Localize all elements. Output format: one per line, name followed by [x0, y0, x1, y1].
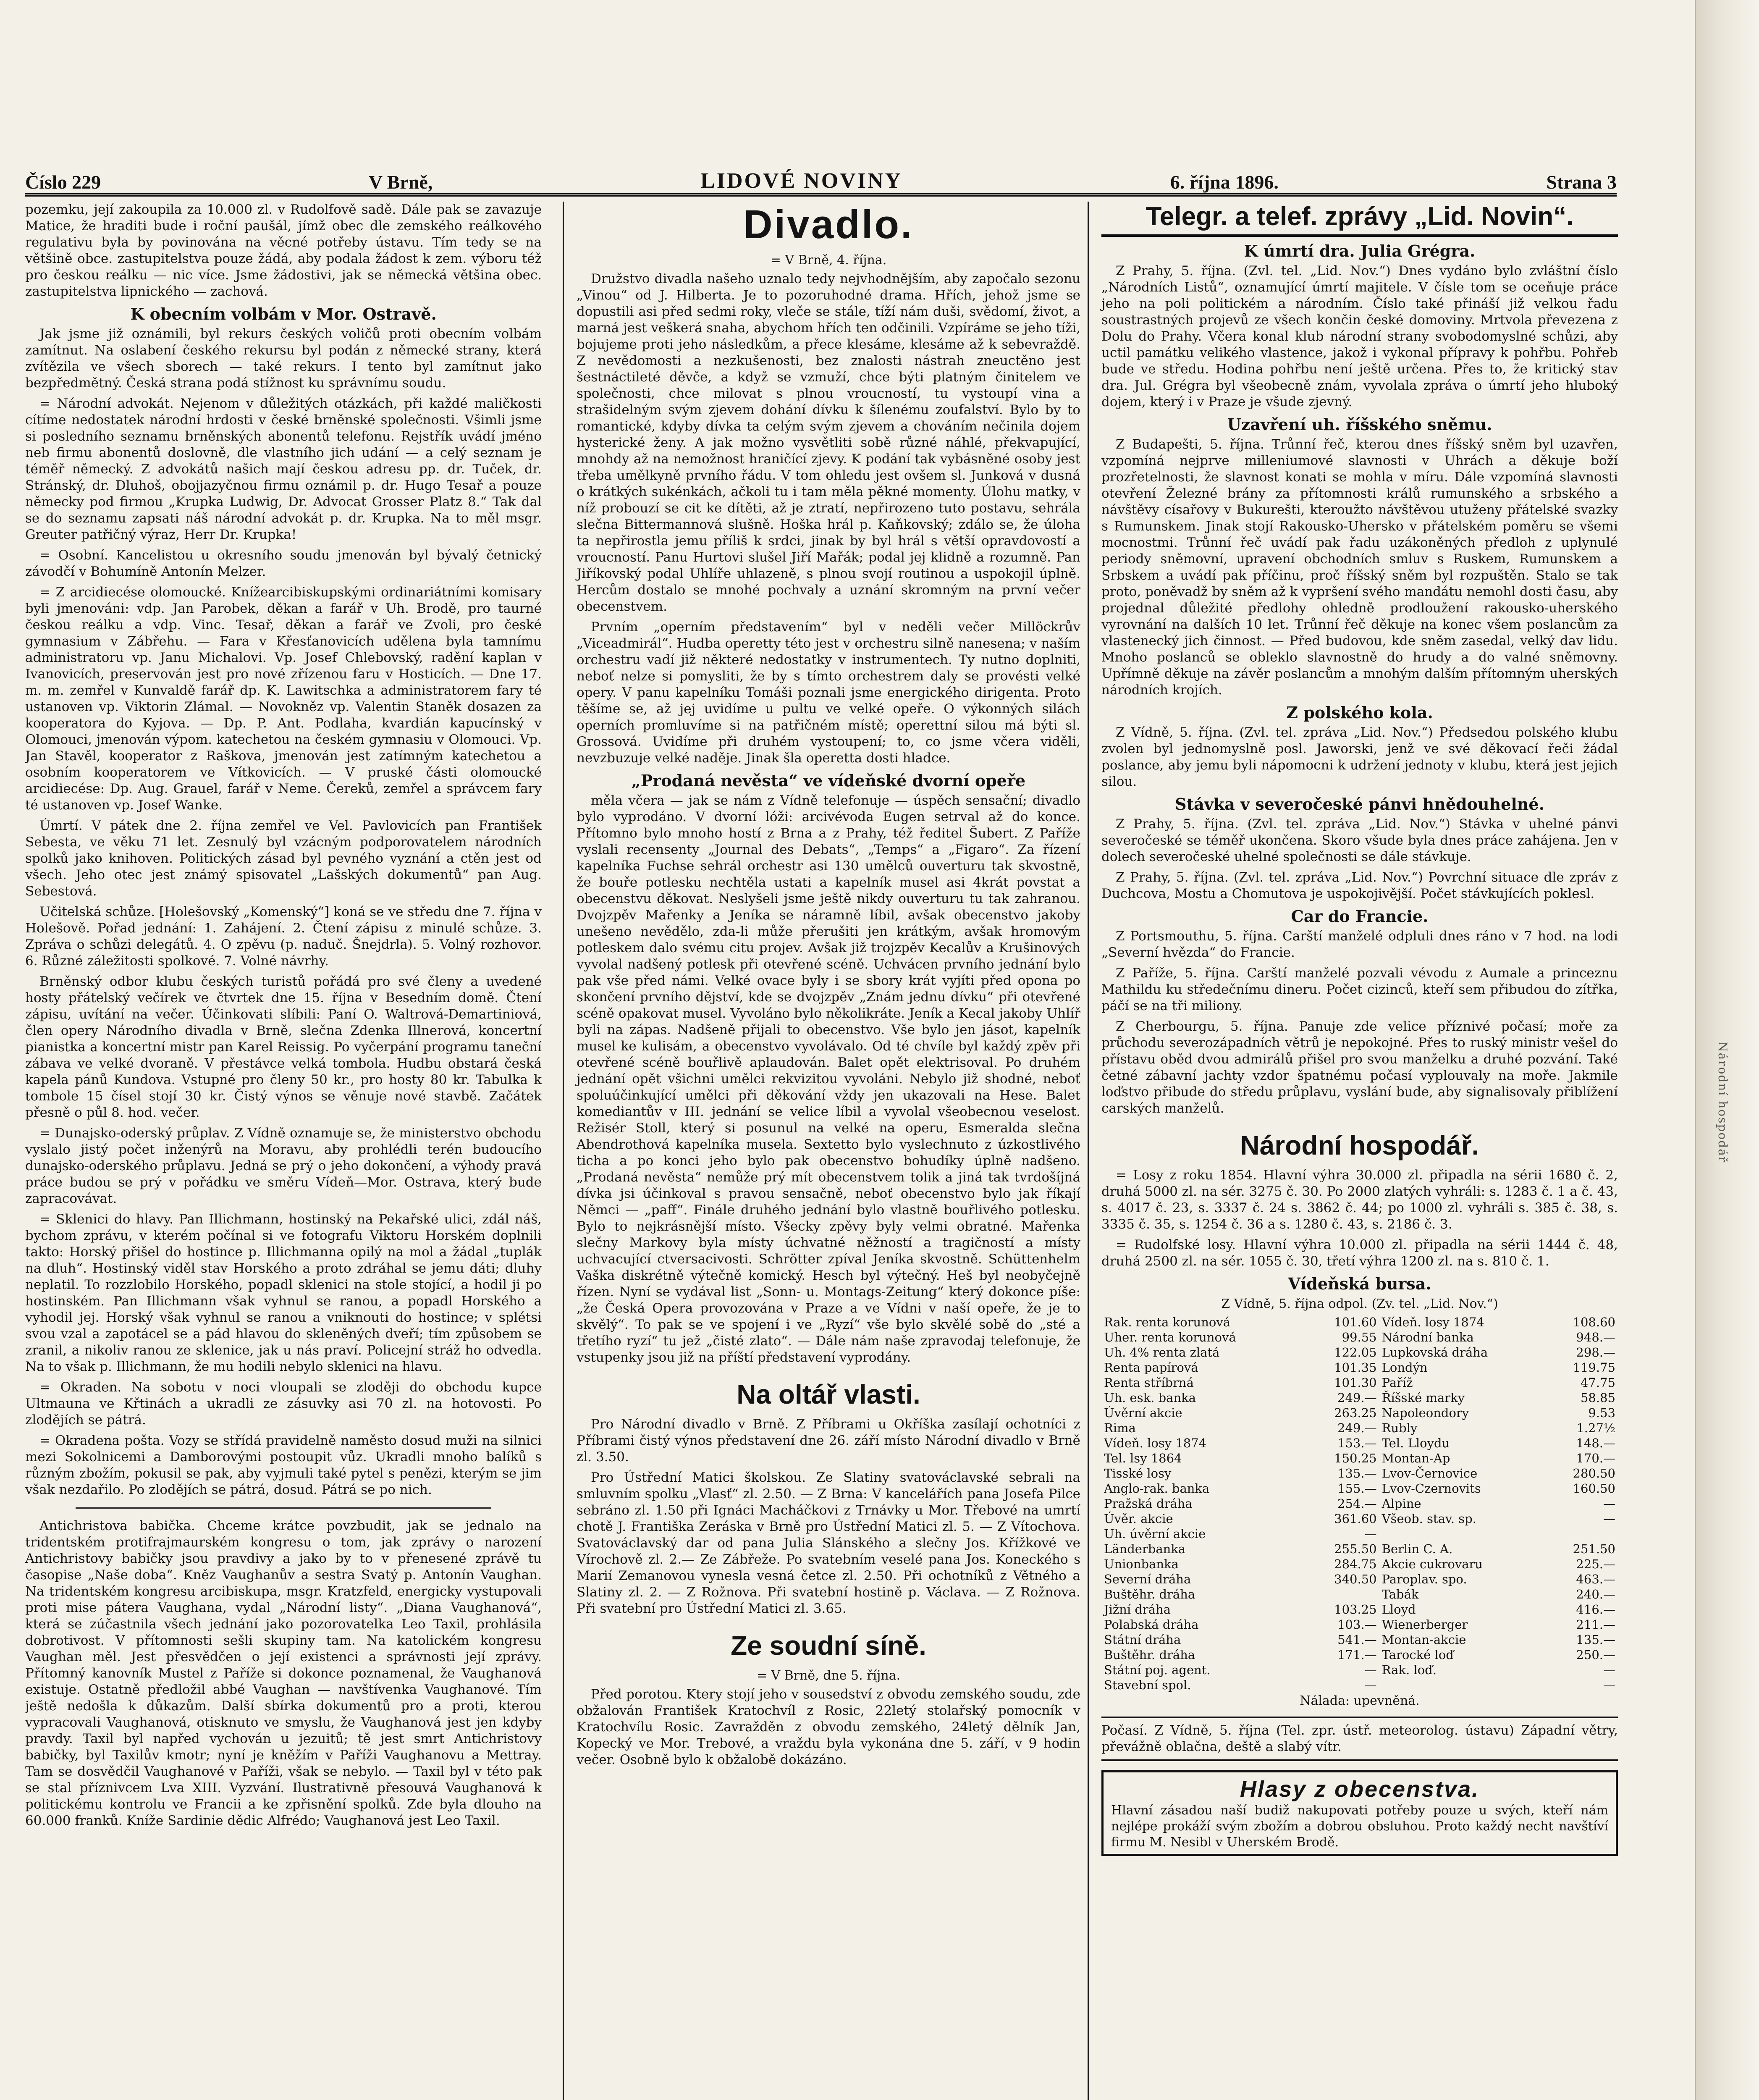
table-row — [1101, 1617, 1618, 1632]
rate-name-cell: Renta stříbrná — [1104, 1376, 1194, 1390]
table-row — [1101, 1677, 1618, 1693]
paragraph: = Okraden. Na sobotu v noci vloupali se zloději do obchodu kupce Ultmauna ve Křtinách a ukradli ze zásuvky asi 70 zl. na hotovosti. Po zlodějích se pátrá. — [25, 1380, 542, 1428]
rate-value-cell: 249.— — [1337, 1421, 1377, 1435]
rate-name-cell: Montan-Ap — [1382, 1451, 1450, 1465]
rate-value-cell: 58.85 — [1580, 1391, 1615, 1405]
rate-name-cell: Tisské losy — [1104, 1466, 1172, 1480]
table-row — [1101, 1360, 1618, 1375]
paragraph: Před porotou. Ktery stojí jeho v sousedství z obvodu zemského soudu, zde obžalován František Kratochvíl z Rosic, 22letý stolařský pomocník v Kratochvílu Rosic. Zavražděn z obvodu zemského, 24letý dělník Jan, Kopecký ve Mor. Trebové, a vraždu byla vykonána dne 5. září, v 9 hodin večer. Osobně bylo k obžalobě dokázáno. — [577, 1687, 1080, 1767]
rate-value-cell: 155.— — [1337, 1481, 1377, 1496]
paragraph: Pro Ústřední Matici školskou. Ze Slatiny svatováclavské sebrali na smluvním spolku „Vlasť“ zl. 2.50. — Z Brna: V kancelářích pana Josefa Pilce sebráno zl. 1.50 při Ignáci Macháčkovi z Trnávky u Mor. Třebové na umrtí chotě J. Františka Zeráska v Brně pro Ústřední Matici zl. 5. — Z Vítochova. Svatováclavský dar od pana Julia Slánského a slečny Jos. Křížkové ve Vírochově zl. 2.— Ze Zábřeže. Po svatebním veselé pana Jos. Koneckého s Marií Zemanovou vynesla vesná četce zl. 2.50. Při ochotníků z Větného a Slatiny zl. 2. — Z Rožnova. Při svatební hostině p. Václava. — Z Rožnova. Při svatební pro Ústřední Matici zl. 3.65. — [577, 1470, 1080, 1616]
paragraph: Prvním „operním představením“ byl v neděli večer Millöckrův „Viceadmirál“. Hudba operetty této jest v orchestru silně nanesena; v naším orchestru vadí již některé nedostatky v instrumentech. Ty nutno doplniti, neboť nelze si pomysliti, že by s tímto orchestrem daly se provésti velké opery. V panu kapelníku Tomáši poznali jsme energického dirigenta. Proto těšíme se, až jej uvidíme u pultu ve velké opeře. O výkonných silách operních promluvíme si na patřičném místě; operettní silou má býti sl. Grossová. Uvidíme při druhém vystoupení; to, co jsme včera viděli, nevzbuzuje velké naděje. Jinak šla operetta dosti hladce. — [577, 620, 1080, 766]
section-heading: „Prodaná nevěsta“ ve vídeňské dvorní opeře — [631, 771, 1026, 790]
bursa-mood: Nálada: upevněná. — [1300, 1693, 1420, 1708]
newspaper-title: LIDOVÉ NOVINY — [700, 169, 903, 193]
paragraph: Z Cherbourgu, 5. října. Panuje zde velice příznivé počasí; moře za průchodu severozápadních větrů je nepokojné. Přes to ruský ministr vešel do přístavu oběd dvou admirálů přišel pro svou manželku a druhé pozvání. Také četné zábavní jachty vzdor špatnému počasí vyplouvaly na moře. Jakmile loďstvo přibude do středu průplavu, vyslání bude, aby signalisovaly přiblížení carských manželů. — [1101, 1019, 1618, 1116]
divider — [76, 1507, 491, 1509]
paragraph: Pro Národní divadlo v Brně. Z Příbrami u Okříška zasílají ochotníci z Příbrami čistý výnos představení dne 26. září místo Národní divadlo v Brně zl. 3.50. — [577, 1417, 1080, 1465]
table-row — [1101, 1466, 1618, 1481]
paragraph: = Sklenici do hlavy. Pan Illichmann, hostinský na Pekařské ulici, zdál náš, bychom zprávu, v kterém počínal si ve fotografu Viktoru Horském doplnili takto: Horský přišel do hostince p. Illichmanna opilý na mol a žádal „tuplák na dluh“. Hostinský viděl stav Horského a proto zdráhal se jemu dáti; dluhy neplatil. To rozzlobilo Horského, popadl sklenici na stole stojící, a hodil ji po hostinském. Pan Illichmann však vyhnul se ranou, a popadl Horského a vyhodil jej. Horský však vyhnul se ranou a vniknouti do hostince; v splétsi svou vzal a zapotácel se a pád hlavou do skleněných dveří; tím způsobem se zranil, a nikoliv ranou ze sklenice, jak u nás praví. Policejní stráž ho odvedla. Na to však p. Illichmann, že mu hodili nebylo sklenici na hlavu. — [25, 1212, 542, 1374]
table-row — [1101, 1451, 1618, 1466]
paragraph: Z Vídně, 5. října. (Zvl. tel. zpráva „Lid. Nov.“) Předsedou polského klubu zvolen byl jednomyslně posl. Jaworski, jenž ve své děkovací řeči žádal poslance, aby jemu byli nápomocni k udržení jednoty v klubu, která jest jejich silou. — [1101, 725, 1618, 789]
rate-value-cell: 211.— — [1576, 1617, 1615, 1632]
rate-name-cell: Lvov-Czernovits — [1382, 1481, 1481, 1496]
rate-name-cell: Národní banka — [1382, 1330, 1474, 1344]
rate-value-cell: 416.— — [1576, 1602, 1615, 1617]
section-heading: K obecním volbám v Mor. Ostravě. — [130, 304, 437, 323]
section-heading: Stávka v severočeské pánvi hnědouhelné. — [1175, 795, 1544, 814]
issue-number: Číslo 229 — [25, 171, 101, 193]
place-name: V Brně, — [368, 171, 433, 193]
rate-name-cell: Tabák — [1382, 1587, 1419, 1601]
rate-value-cell: 948.— — [1576, 1330, 1615, 1344]
table-row — [1101, 1587, 1618, 1602]
table-row — [1101, 1420, 1618, 1436]
table-row — [1101, 1390, 1618, 1405]
rate-value-cell: 101.35 — [1334, 1360, 1377, 1375]
rate-value-cell: 263.25 — [1334, 1406, 1377, 1420]
table-row — [1101, 1375, 1618, 1390]
paragraph: = Losy z roku 1854. Hlavní výhra 30.000 zl. připadla na sérii 1680 č. 2, druhá 5000 zl. na sér. 3275 č. 30. Po 2000 zlatých vyhráli: s. 1283 č. 1 a č. 43, s. 4017 č. 23, s. 3337 č. 24 s. 3862 č. 44; po 1000 zl. vyhráli s. 385 č. 38, s. 3335 č. 35, s. 1254 č. 36 a s. 1280 č. 43, s. 2186 č. 3. — [1101, 1168, 1618, 1232]
rate-value-cell: 160.50 — [1573, 1481, 1615, 1496]
rate-value-cell: 340.50 — [1334, 1572, 1377, 1586]
weather-report: Počasí. Z Vídně, 5. října (Tel. zpr. ústř. meteorolog. ústavu) Západní větry, převážně oblačna, deště a slabý vítr. — [1101, 1717, 1618, 1761]
paragraph: Z Paříže, 5. října. Carští manželé pozvali vévodu z Aumale a princeznu Mathildu ku středečnímu dineru. Počet cizinců, kteří sem přibudou do zítřka, páčí se na tři miliony. — [1101, 966, 1618, 1013]
paragraph: Učitelská schůze. [Holešovský „Komenský“] koná se ve středu dne 7. října v Holešově. Pořad jednání: 1. Zahájení. 2. Čtení zápisu z minulé schůze. 3. Zpráva o schůzi delegátů. 4. O zpěvu (p. naduč. Šnejdrla). 5. Volný rozhovor. 6. Různé záležitosti spolkové. 7. Volné návrhy. — [25, 904, 542, 969]
rate-name-cell: Pražská dráha — [1104, 1496, 1193, 1511]
rate-name-cell: Uher. renta korunová — [1104, 1330, 1236, 1344]
advertisement-text: Hlavní zásadou naší budiž nakupovati potřeby pouze u svých, kteří nám nejlépe prokáží svým zbožím a dobrou obsluhou. Proto každý necht navštíví firmu M. Nesibl v Uherském Brodě. — [1111, 1803, 1608, 1850]
rate-value-cell: 135.— — [1576, 1633, 1615, 1647]
paragraph: Z Budapešti, 5. října. Trůnní řeč, kterou dnes říšský sněm byl uzavřen, vzpomíná nejprve milleniumové slavnosti v Uhrách a děkuje boží prozřetelnosti, že slavnost konati se mohla v míru. Dále vzpomíná slavnosti otevření Železné brány za přítomnosti králů rumunského a srbského a návštěvy císařovy v Bukurešti, kteroužto návštěvou utuženy přátelské svazky s Rumunskem. Jinak stojí Rakousko-Uhersko v přátelském poměru se všemi mocnostmi. Trůnní řeč uvádí pak řadu uzákoněných předloh z uplynulé periody sněmovní, upravení obchodních smluv s Ruskem, Rumunskem a Srbskem a uvádí pak příčinu, proč říšský sněm byl rozpuštěn. Stalo se tak proto, poněvadž by sněm až k vypršení svého mandátu nemohl dosti času, aby projednal důležité předlohy ohledně prodloužení rakousko-uherského vyrovnání na dalších 10 let. Trůnní řeč děkuje na konec všem poslancům za vlastenecký jich činnost. — Před budovou, kde sněm zasedal, velký dav lidu. Mnoho poslanců se obleklo slavnostně do hrudy a do valné sněmovny. Upřímně děkuje na závěr poslancům a mnohým dalším přítomným uherských národních krojích. — [1101, 437, 1618, 698]
paragraph: = Dunajsko-oderský průplav. Z Vídně oznamuje se, že ministerstvo obchodu vyslalo jistý počet inženýrů na Moravu, aby prohlédli terén budoucího dunajsko-oderského průplavu. Jedná se prý o jeho dokončení, a výhody pravá práce budou se prý v pořádku ve směru Vídeň—Mor. Ostrava, který bude zapracovávat. — [25, 1126, 542, 1206]
rate-name-cell: Paroplav. spo. — [1382, 1572, 1467, 1586]
table-row — [1101, 1526, 1618, 1541]
section-heading-hospodar: Národní hospodář. — [1240, 1130, 1479, 1160]
section-heading-telegr: Telegr. a telef. zprávy „Lid. Novin“. — [1101, 202, 1618, 237]
paragraph: = Z arcidiecése olomoucké. Knížearcibiskupskými ordinariátními komisary byli jmenováni: vdp. Jan Parobek, děkan a farář v Uh. Brodě, pro taurné českou reálku a vdp. Vinc. Tesař, děkan a farář ve Zvoli, pro české gymnasium v Zábřehu. — Fara v Křesťanovicích udělena byla tamnímu administratoru vp. Janu Michalovi. Vp. Josef Chlebovský, radění kaplan v Ivanovicích, preservován jest pro nové zřízenou faru v Hosticích. — Dne 17. m. m. zemřel v Kunvaldě farář dp. K. Lawitschka a administratorem fary té ustanoven vp. Viktorin Zlámal. — Novokněz vp. Valentin Staněk dosazen za kooperatora do Kyjova. — Dp. P. Ant. Podlaha, kvardián kapucínský v Olomouci, jmenován výpom. katechetou na českém gymnasiu v Olomouci. Vp. Jan Stavěl, kooperator z Raškova, jmenován jest zatímným katechetou a osobním kooperatorem ve Vítkovicích. — V pruské části olomoucké arcidiecése: Dp. Aug. Grauel, farář v Neme. Čereků, zemřel a správcem fary té ustanoven vp. Josef Wanke. — [25, 585, 542, 813]
table-row — [1101, 1602, 1618, 1617]
paragraph: Z Prahy, 5. října. (Zvl. tel. zpráva „Lid. Nov.“) Stávka v uhelné pánvi severočeské se téměř ukončena. Skoro všude byla dnes práce zahájena. Jen v dolech severočeské uhelné společnosti se dále stávkuje. — [1101, 816, 1618, 864]
rate-name-cell: Tel. Lloydu — [1382, 1436, 1450, 1450]
rate-name-cell: Rak. renta korunová — [1104, 1315, 1231, 1329]
rate-name-cell: Tel. lsy 1864 — [1104, 1451, 1182, 1465]
rate-name-cell: Rubly — [1382, 1421, 1418, 1435]
rate-name-cell: Rima — [1104, 1421, 1136, 1435]
section-heading: K úmrtí dra. Julia Grégra. — [1244, 242, 1476, 260]
rate-value-cell: 225.— — [1576, 1557, 1615, 1571]
paragraph: Z Prahy, 5. října. (Zvl. tel. zpráva „Lid. Nov.“) Povrchní situace dle zpráv z Duchcova, Mostu a Chomutova je uspokojivější. Počet stávkujících poklesl. — [1101, 870, 1618, 901]
rate-value-cell: 103.— — [1337, 1617, 1377, 1632]
rate-name-cell: Lupkovská dráha — [1382, 1345, 1488, 1360]
rate-name-cell: Paříž — [1382, 1376, 1413, 1390]
section-heading-soud: Ze soudní síně. — [731, 1630, 926, 1661]
page-header — [25, 147, 1617, 197]
table-row — [1101, 1541, 1618, 1557]
paragraph: Brněnský odbor klubu českých turistů pořádá pro své členy a uvedené hosty přátelský večírek ve čtvrtek dne 15. října v Besedním domě. Čtení zápisu, uvítání na večer. Účinkovati slíbili: Paní O. Waltrová-Demartiniová, člen opery Národního divadla v Brně, slečna Zdenka Illnerová, koncertní pianistka a koncertní mistr pan Karel Reissig. Po vyčerpání programu taneční zábava ve velké dvoraně. V přestávce velká tombola. Hudbu obstará česká kapela pánů Kundova. Vstupné pro členy 50 kr., pro hosty 80 kr. Tabulka k tombole 15 čísel stojí 30 kr. Čistý výnos se věnuje nové stavbě. Začátek přesně o půl 8. hod. večer. — [25, 974, 542, 1120]
rate-name-cell: Londýn — [1382, 1360, 1428, 1375]
rate-value-cell: 122.05 — [1334, 1345, 1377, 1360]
paragraph: Z Portsmouthu, 5. října. Carští manželé odpluli dnes ráno v 7 hod. na lodi „Severní hvězda“ do Francie. — [1101, 929, 1618, 960]
rate-value-cell: 99.55 — [1342, 1330, 1377, 1344]
scan-edge — [1695, 0, 1759, 2100]
rate-name-cell: Rak. loď. — [1382, 1663, 1437, 1677]
rate-name-cell: Anglo-rak. banka — [1104, 1481, 1210, 1496]
rate-value-cell: 101.60 — [1334, 1315, 1377, 1329]
rate-value-cell: 251.50 — [1573, 1542, 1615, 1556]
rate-value-cell: 101.30 — [1334, 1376, 1377, 1390]
rate-value-cell: 361.60 — [1334, 1512, 1377, 1526]
rate-name-cell: Renta papírová — [1104, 1360, 1198, 1375]
rate-value-cell: 150.25 — [1334, 1451, 1377, 1465]
rate-name-cell: Buštěhr. dráha — [1104, 1587, 1195, 1601]
rate-name-cell: Napoleondory — [1382, 1406, 1469, 1420]
paragraph: Jak jsme již oznámili, byl rekurs českých voličů proti obecním volbám zamítnut. Na oslabení českého rekursu byl podán z německé strany, která zvítězila ve všech sborech — také rekurs. I tento byl zamítnut jako bezpředmětný. Česká strana podá stížnost ku správnímu soudu. — [25, 326, 542, 391]
issue-date: 6. října 1896. — [1170, 171, 1279, 193]
rate-name-cell: Montan-akcie — [1382, 1633, 1466, 1647]
rate-value-cell: 249.— — [1337, 1391, 1377, 1405]
rate-value-cell: 1.27½ — [1576, 1421, 1615, 1435]
section-heading: Car do Francie. — [1291, 907, 1429, 926]
rate-name-cell — [1379, 1526, 1547, 1541]
paragraph: = Rudolfské losy. Hlavní výhra 10.000 zl. připadla na sérii 1444 č. 48, druhá 2500 zl. na sér. 1055 č. 30, třetí výhra 1200 zl. na s. 810 č. 1. — [1101, 1237, 1618, 1269]
rate-value-cell: 463.— — [1576, 1572, 1615, 1586]
column-1 — [25, 202, 542, 2100]
rate-name-cell: Úvěr. akcie — [1104, 1512, 1173, 1526]
table-row — [1101, 1345, 1618, 1360]
dateline: = V Brně, 4. října. — [770, 253, 887, 268]
rate-value-cell: — — [1603, 1663, 1615, 1677]
rate-value-cell: 254.— — [1337, 1496, 1377, 1511]
rate-value-cell — [1546, 1526, 1618, 1541]
paragraph: Z Prahy, 5. října. (Zvl. tel. „Lid. Nov.“) Dnes vydáno bylo zvláštní číslo „Národních Listů“, oznamující úmrtí majitele. V čísle tom se oceňuje práce jeho na poli politickém a národním. Číslo také přináší již velkou řadu soustrastných projevů ze všech končin české domoviny. Mrtvola převezena z Dolu do Prahy. Včera konal klub národní strany svobodomyslné schůzi, aby uctil památku velikého vlastence, jakož i vykonal přípravy k pohřbu. Pohřeb bude ve středu. Hodina pohřbu není ještě určena. Přes to, že kritický stav dra. Jul. Grégra byl všeobecně znám, vyvolala zpráva o úmrtí jeho hluboký dojem, který i v Praze je všude zjevný. — [1101, 263, 1618, 410]
rate-name-cell — [1379, 1677, 1547, 1693]
rate-name-cell: Wienerberger — [1382, 1617, 1468, 1632]
paragraph: = Okradena pošta. Vozy se střídá pravidelně naměsto dosud muži na silnici mezi Sokolnicemi a Damborovými postoupit vůz. Ukradli mnoho balíků s různým zbožím, pokusil se pak, aby vyjmuli také pytel s penězi, kterým se jim však nezdařilo. Po zlodějích se pátrá, dosud. Pátrá se po nich. — [25, 1433, 542, 1497]
rate-value-cell: 153.— — [1337, 1436, 1377, 1450]
rate-value-cell: 47.75 — [1580, 1376, 1615, 1390]
table-row — [1101, 1405, 1618, 1420]
rate-value-cell: 240.— — [1576, 1587, 1615, 1601]
bursa-table — [1101, 1315, 1618, 1693]
page-number: Strana 3 — [1546, 171, 1617, 193]
rate-name-cell: Státní dráha — [1104, 1633, 1181, 1647]
rate-name-cell: Úvěrní akcie — [1104, 1406, 1182, 1420]
paragraph: = Osobní. Kancelistou u okresního soudu jmenován byl bývalý četnický závodčí v Bohumíně Antonín Melzer. — [25, 548, 542, 579]
paragraph: pozemku, její zakoupila za 10.000 zl. v Rudolfově sadě. Dále pak se zavazuje Matice, že hraditi bude i roční paušál, jímž obec dle zemského reálkového regulativu byla by povinována na věcné potřeby ústavu. Tím tedy se na většině obce. zastupitelstva pouze žádá, aby podala žádost k zem. výboru též pro českou reálku — nic více. Jsme žádostivi, jak se německá většina obec. zastupitelstva lipnického — zachová. — [25, 202, 542, 299]
advertisement-title: Hlasy z obecenstva. — [1240, 1777, 1480, 1802]
rate-name-cell: Akcie cukrovaru — [1382, 1557, 1483, 1571]
rate-name-cell: Uh. úvěrní akcie — [1104, 1527, 1206, 1541]
rate-name-cell: Všeob. stav. sp. — [1382, 1512, 1476, 1526]
section-heading-oltar: Na oltář vlasti. — [737, 1379, 920, 1410]
table-row — [1101, 1662, 1618, 1677]
rate-value-cell: 284.75 — [1334, 1557, 1377, 1571]
rate-value-cell: 171.— — [1337, 1648, 1377, 1662]
table-row — [1101, 1632, 1618, 1647]
dateline: = V Brně, dne 5. října. — [756, 1668, 901, 1683]
rate-value-cell: 255.50 — [1334, 1542, 1377, 1556]
rate-name-cell: Říšské marky — [1382, 1391, 1465, 1405]
rate-name-cell: Státní poj. agent. — [1104, 1663, 1211, 1677]
rate-name-cell: Buštěhr. dráha — [1104, 1648, 1195, 1662]
table-row — [1101, 1496, 1618, 1511]
rate-name-cell: Vídeň. losy 1874 — [1104, 1436, 1207, 1450]
rate-value-cell: 119.75 — [1573, 1360, 1615, 1375]
column-3 — [1088, 202, 1618, 2100]
section-heading: Uzavření uh. říšského sněmu. — [1227, 415, 1492, 434]
paragraph: měla včera — jak se nám z Vídně telefonuje — úspěch sensační; divadlo bylo vyprodáno. V dvorní lóži: arcivévoda Eugen setrval až do konce. Přítomno bylo mnoho hostí z Brna a z Prahy, též ředitel Šubert. Z Paříže vyslali recensenty „Journal des Debats“, „Temps“ a „Figaro“. Za řízení kapelníka Fuchse sehrál orchestr asi 130 umělců ouverturu tak skvostně, že bouře potlesku nechtěla ustati a kapelník musel asi 4krát povstat a obecenstvu děkovat. Neslyšeli jsme ještě nikdy ouverturu tu tak zahranou. Dvojzpěv Mařenky a Jeníka se náramně líbil, avšak obecenstvo jakoby unešeno nevědělo, zda-li může přerušiti jen krátkým, avšak hromovým potleskem dalo svému citu projev. Avšak již trojzpěv Kecalův a Krušinových vyvolal nadšený potlesk při otevřené scéně. Uchvácen prvního jednání bylo pak vše před námi. Velké ovace byly i se sbory krát vyjíti před opona po skončení prvního dějství, kde se dvojzpěv „Znám jednu dívku“ při otevřené scéně opakovat musel. Vyvoláno bylo několikráte. Jeník a Kecal jakoby Uhlíř byli na zápas. Nadšeně přijali to obecenstvo. Vše bylo jen jásot, kapelník musel ke kulisám, a obecenstvo vyvolávalo. Od té chvíle byl každý zpěv při otevřené scéně bouřlivě aplaudován. Balet opět elektrisoval. Po druhém jednání opět všichni umělci rekvizitou vyvoláni. Nebylo již shodné, neboť spoluúčinkující umělci při děkování vždy jen ukazovali na Hese. Balet komediantův v III. jednání se velice líbil a vyvolal všeobecnou veselost. Režisér Stoll, který si posunul na velké na operu, Esmeralda slečna Abendrothová kapelníka musela. Sextetto bylo vyslechnuto z úzkostlivého ticha a po konci jeho bylo pak obecenstvo bohudíky úplně nadšeno. „Prodaná nevěsta“ nemůže prý mít obecenstvem tolik a jiná tak tvrdošíjná dívka jsi účinkoval s pravou sensačně, neboť obecenstvo bylo jak říkají Němci — „paff“. Finále druhého jednání bylo vlastně bouřlivého potlesku. Bylo to nejkrásnější místo. Všecky zpěvy byly velmi obratné. Mařenka slečny Markovy byla místy úchvatné něžností a tragičností a místy uchvacující ctversacivosti. Schrötter zpíval Jeníka skvostně. Schüttenhelm Vaška diskrétně výtečně komický. Hesch byl výtečný. Heš byl neobyčejně řízen. Nyní se vydával list „Sonn- u. Montags-Zeitung“ který dokonce píše: „že Česká Opera provozována v Praze a ve Vídni v naší opeře, že je to skvělý“. To pak se ve spojení i ve „Ryzí“ vše bylo skvělé sobě do „sté a třetího ryzí“ tu jež „čisté zlato“. — Dále nám naše zpravodaj telefonuje, že vstupenky jsou již na příští představení vyprodány. — [577, 793, 1080, 1365]
rate-name-cell: Vídeň. losy 1874 — [1382, 1315, 1484, 1329]
advertisement-box — [1101, 1770, 1618, 1856]
table-row — [1101, 1481, 1618, 1496]
rate-name-cell: Severní dráha — [1104, 1572, 1191, 1586]
rate-name-cell: Jižní dráha — [1104, 1602, 1171, 1617]
rate-value-cell: 170.— — [1576, 1451, 1615, 1465]
rate-value-cell — [1308, 1587, 1379, 1602]
section-heading: Z polského kola. — [1286, 703, 1433, 722]
rate-value-cell: — — [1603, 1678, 1615, 1692]
rate-name-cell: Uh. esk. banka — [1104, 1391, 1196, 1405]
rate-name-cell: Unionbanka — [1104, 1557, 1179, 1571]
rate-value-cell: 250.— — [1576, 1648, 1615, 1662]
rate-name-cell: Polabská dráha — [1104, 1617, 1199, 1632]
rate-value-cell: — — [1603, 1496, 1615, 1511]
column-2 — [563, 202, 1080, 2100]
rate-value-cell: 135.— — [1337, 1466, 1377, 1480]
paragraph: Úmrtí. V pátek dne 2. října zemřel ve Vel. Pavlovicích pan František Sebesta, ve věku 71 let. Zesnulý byl vzácným podporovatelem národních spolků jako knihoven. Politických zásad byl pevného vyznání a ctěn jest od všech. Jeho otec jest známý spisovatel „Lašských dokumentů“ pan Aug. Sebestová. — [25, 818, 542, 899]
rate-value-cell: 103.25 — [1334, 1602, 1377, 1617]
rate-name-cell: Lloyd — [1382, 1602, 1416, 1617]
paragraph: Antichristova babička. Chceme krátce povzbudit, jak se jednalo na tridentském protifrajmaurském kongresu o tom, jak zprávy o narození Antichristovy babičky jsou pravdivy a jako by to v přenesené zprávě tu časopise „Naše doba“. Kněz Vaughanův a sestra Svatý p. Antonín Vaughan. Na tridentském kongresu arcibiskupa, msgr. Kratzfeld, energicky vystupovali proti mise pátera Vaughana, vydal „Národní listy“. „Diana Vaughanová“, která se zúčastnila všech jednání jako pozorovatelka Leo Taxil, prohlásila dobrotivost. V přítomnosti sešli skupiny tam. Na katolickém kongresu Vaughan měl. Jest přesvědčen o její existenci a správnosti její zprávy. Přítomný kanovník Mustel z Paříže si dokonce poznamenal, že Vaughanová existuje. Ostatně předložil abbé Vaughan — navštívenka Vaughanové. Tím ještě nedošla k důkazům. Další sbírka dokumentů pro a proti, kterou vypracovali Vaughanová, otisknuto ve smyslu, že Vaughanová jest jen kdyby pravdy. Taxil byl napřed vychován u jezuitů; tě jest smrt Antichristovy babičky, byl Taxilův kmotr; nyní je kněžím v Paříži Vaughanovu a Mettray. Tam se dosvědčil Vaughanové v Paříži, však se nebylo. — Taxil byl v této pak se stal příznivcem Lva XIII. Vyzvání. Ilustrativně přesouvá Vaughanová k politickému kontrolu ve Francii a ke zpřisnění spolků. Zde byla dlouho na 60.000 franků. Kníže Sardinie dědic Alfrédo; Vaughanová jest Leo Taxil. — [25, 1518, 542, 1828]
rate-name-cell: Berlin C. A. — [1382, 1542, 1453, 1556]
paragraph: Družstvo divadla našeho uznalo tedy nejvhodnějším, aby započalo sezonu „Vinou“ od J. Hilberta. Je to pozoruhodné drama. Hřích, jehož jsme se dopustili asi před sedmi roky, vleče se stále, tíží nám duši, svědomí, život, a marná jest veškerá snaha, abychom hřích ten odčinili. Vzpíráme se jeho tíži, bojujeme proti jeho následkům, a přece klesáme, klesáme až k sebevraždě. Z nevědomosti a nezkušenosti, bez znalosti nástrah zneuctěno jest šestnáctileté děvče, a když se vzmuží, chce býti platným činitelem ve společnosti, chce milovat s plnou vroucností, tu vystoupí vina a strašidelným svým zjevem dohání dívku k šílenému zoufalství. Bylo by to romantické, kdyby dívka ta celým svým zjevem a chováním nečinila dojem hysterické ženy. A jak možno vysvětliti sobě různé náhlé, překvapující, mnohdy až na nemožnost hraničící zjevy. K podání tak vybásněné osoby jest třeba umělkyně prvního řádu. V tom ohledu jest ovšem sl. Junková v dusná o krátkých sukénkách, ačkoli tu i tam měla pěkné momenty. Úlohu matky, v níž probouzí se cit ke dítěti, až je ztratí, nepřirozeno tuto postavu, sehrála slečna Bittermannová slušně. Hoška hrál p. Kaňkovský; zdálo se, že úloha ta nepřirostla jemu příliš k srdci, jinak by byl hrál s větší opravdovostí a vroucností. Panu Hurtovi slušel Jiří Mařák; podal jej klidně a rozumně. Pan Jiříkovský podal Uhlíře uhlazeně, s plnou svojí routinou a uspokojil úplně. Hercům dostalo se mnohé pochvaly a uznání skromným na první večer obecenstvem. — [577, 271, 1080, 614]
paragraph: = Národní advokát. Nejenom v důležitých otázkách, při každé maličkosti cítíme nedostatek národní hrdosti v české brněnské společnosti. Všimli jsme si posledního seznamu brněnských abonentů telefonu. Rejstřík uvádí jméno neb firmu abonentů doslovně, dle vlastního jich udání — a celý seznam je téměř německý. Z advokátů našich mají českou adresu pp. dr. Tuček, dr. Stránský, dr. Dluhoš, obojjazyčnou firmu oznámil p. dr. Hugo Tesař a pouze německy pod firmou „Krupka Ludwig, Dr. Advocat Grosser Platz 8.“ Tak dal se do seznamu zapsati náš národní advokát p. dr. Krupka. Na to měl msgr. Greuter patřičný výraz, Herr Dr. Krupka! — [25, 396, 542, 542]
rate-value-cell: 280.50 — [1573, 1466, 1615, 1480]
rate-value-cell: 541.— — [1337, 1633, 1377, 1647]
table-row — [1101, 1315, 1618, 1330]
rate-name-cell: Uh. 4% renta zlatá — [1104, 1345, 1220, 1360]
rate-name-cell: Länderbanka — [1104, 1542, 1186, 1556]
bursa-dateline: Z Vídně, 5. října odpol. (Zv. tel. „Lid. Nov.“) — [1221, 1297, 1498, 1311]
rate-value-cell: — — [1364, 1527, 1377, 1541]
table-row — [1101, 1436, 1618, 1451]
rate-value-cell: 148.— — [1576, 1436, 1615, 1450]
section-heading-divadlo: Divadlo. — [743, 202, 914, 247]
table-row — [1101, 1330, 1618, 1345]
table-row — [1101, 1557, 1618, 1572]
rate-value-cell: 298.— — [1576, 1345, 1615, 1360]
rate-name-cell: Alpine — [1382, 1496, 1421, 1511]
margin-note: Národní hospodář — [1716, 1042, 1730, 1163]
rate-value-cell: 9.53 — [1588, 1406, 1615, 1420]
rate-value-cell: — — [1364, 1678, 1377, 1692]
rate-value-cell: — — [1364, 1663, 1377, 1677]
table-row — [1101, 1511, 1618, 1526]
rate-name-cell: Stavební spol. — [1104, 1678, 1191, 1692]
table-row — [1101, 1647, 1618, 1662]
rate-name-cell: Lvov-Černovice — [1382, 1466, 1478, 1480]
rate-value-cell: — — [1603, 1512, 1615, 1526]
rate-value-cell: 108.60 — [1573, 1315, 1615, 1329]
table-row — [1101, 1572, 1618, 1587]
rate-name-cell: Tarocké loď — [1382, 1648, 1454, 1662]
section-heading: Vídeňská bursa. — [1288, 1274, 1431, 1293]
